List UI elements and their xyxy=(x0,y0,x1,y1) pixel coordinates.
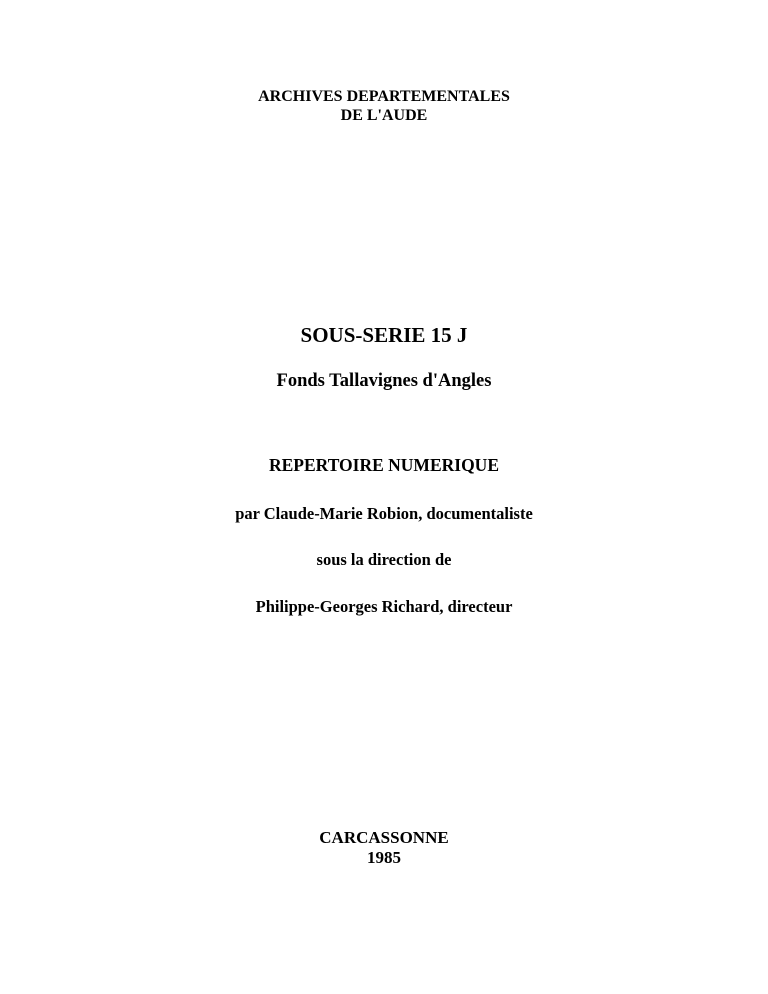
author-line: par Claude-Marie Robion, documentaliste xyxy=(235,504,533,523)
publication-year: 1985 xyxy=(367,848,401,867)
series-title: SOUS-SERIE 15 J xyxy=(300,323,468,347)
fonds-title: Fonds Tallavignes d'Angles xyxy=(276,371,492,391)
repertoire-type: REPERTOIRE NUMERIQUE xyxy=(269,455,499,475)
archive-name-line2: DE L'AUDE xyxy=(340,107,428,124)
archive-name-line1: ARCHIVES DEPARTEMENTALES xyxy=(258,88,510,105)
director-line: Philippe-Georges Richard, directeur xyxy=(255,597,513,616)
place-of-publication: CARCASSONNE xyxy=(319,828,449,847)
direction-label: sous la direction de xyxy=(316,550,452,569)
